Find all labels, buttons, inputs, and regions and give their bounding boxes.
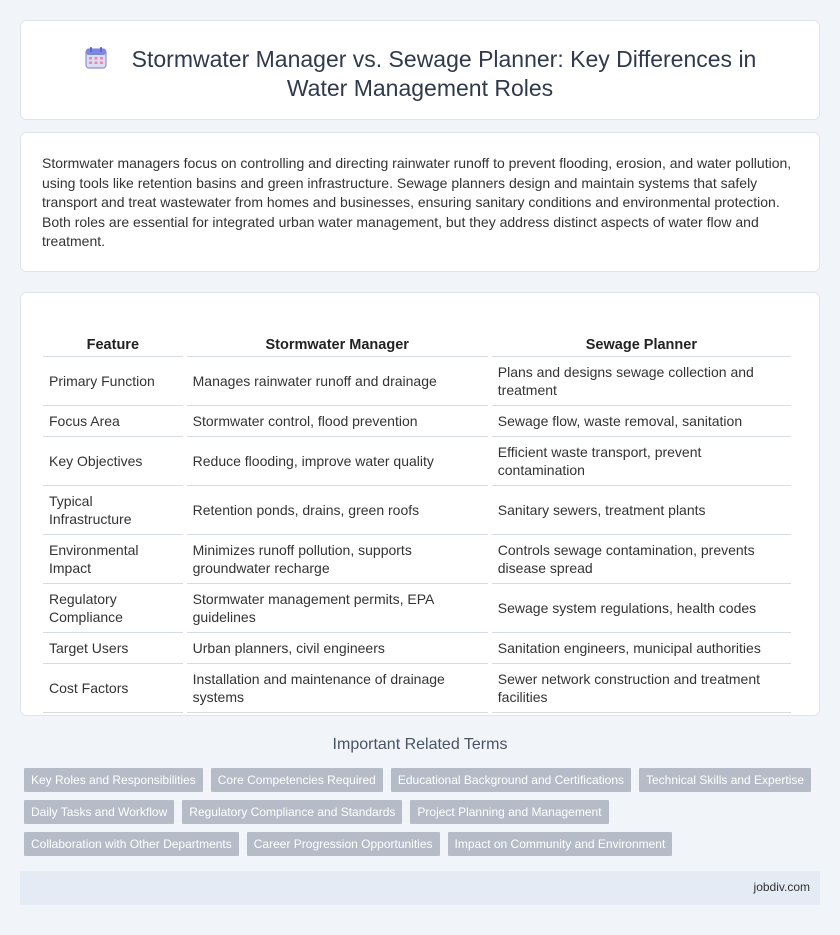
stormwater-cell: Stormwater control, flood prevention bbox=[187, 406, 488, 437]
related-tag[interactable]: Collaboration with Other Departments bbox=[24, 832, 239, 856]
table-row bbox=[43, 406, 791, 437]
feature-cell: Focus Area bbox=[43, 406, 183, 437]
table-row bbox=[43, 535, 791, 584]
sewage-cell: Sewer network construction and treatment facilities bbox=[492, 664, 791, 713]
sewage-cell: Sewage system regulations, health codes bbox=[492, 584, 791, 633]
page-title bbox=[21, 45, 819, 103]
related-tag[interactable]: Impact on Community and Environment bbox=[448, 832, 673, 856]
stormwater-cell: Minimizes runoff pollution, supports groundwater recharge bbox=[187, 535, 488, 584]
header-card bbox=[20, 20, 820, 120]
sewage-cell: Efficient waste transport, prevent contamination bbox=[492, 437, 791, 486]
related-tag[interactable]: Core Competencies Required bbox=[211, 768, 383, 792]
table-header-row bbox=[43, 313, 791, 357]
title-line-2: Water Management Roles bbox=[286, 75, 554, 101]
table-row bbox=[43, 357, 791, 406]
related-terms-title: Important Related Terms bbox=[332, 736, 508, 753]
related-tag[interactable]: Technical Skills and Expertise bbox=[639, 768, 811, 792]
feature-cell: Key Objectives bbox=[43, 437, 183, 486]
footer bbox=[20, 871, 820, 905]
sewage-cell: Controls sewage contamination, prevents disease spread bbox=[492, 535, 791, 584]
sewage-cell: Plans and designs sewage collection and treatment bbox=[492, 357, 791, 406]
related-tag[interactable]: Career Progression Opportunities bbox=[247, 832, 440, 856]
related-tag[interactable]: Educational Background and Certifications bbox=[391, 768, 631, 792]
stormwater-cell: Manages rainwater runoff and drainage bbox=[187, 357, 488, 406]
summary-text: Stormwater managers focus on controlling and directing rainwater runoff to prevent flooding, erosion, and water pollution, using tools like retention basins and green infrastructure. Sewage planners design and maintain systems that safely transport and treat wastewater from homes and businesses, ensuring sanitary conditions and environmental protection. Both roles are essential for integrated urban water management, but they address distinct aspects of water flow and treatment. bbox=[42, 155, 792, 249]
related-tag[interactable]: Regulatory Compliance and Standards bbox=[182, 800, 402, 824]
feature-cell: Environmental Impact bbox=[43, 535, 183, 584]
related-tag[interactable]: Daily Tasks and Workflow bbox=[24, 800, 174, 824]
comparison-table bbox=[39, 313, 795, 713]
header-sewage-planner: Sewage Planner bbox=[492, 313, 791, 357]
sewage-cell: Sewage flow, waste removal, sanitation bbox=[492, 406, 791, 437]
sewage-cell: Sanitary sewers, treatment plants bbox=[492, 486, 791, 535]
header-stormwater-manager: Stormwater Manager bbox=[187, 313, 488, 357]
sewage-cell: Sanitation engineers, municipal authorities bbox=[492, 633, 791, 664]
table-row bbox=[43, 633, 791, 664]
related-tags-row-1 bbox=[24, 768, 819, 792]
related-tag[interactable]: Project Planning and Management bbox=[410, 800, 608, 824]
table-row bbox=[43, 664, 791, 713]
title-line-1: Stormwater Manager vs. Sewage Planner: Key Differences in bbox=[131, 46, 757, 72]
feature-cell: Primary Function bbox=[43, 357, 183, 406]
table-row bbox=[43, 584, 791, 633]
footer-site-link[interactable]: jobdiv.com bbox=[753, 880, 810, 894]
related-tags-row-2 bbox=[24, 800, 617, 824]
stormwater-cell: Urban planners, civil engineers bbox=[187, 633, 488, 664]
table-row bbox=[43, 486, 791, 535]
feature-cell: Typical Infrastructure bbox=[43, 486, 183, 535]
related-tag[interactable]: Key Roles and Responsibilities bbox=[24, 768, 203, 792]
feature-cell: Regulatory Compliance bbox=[43, 584, 183, 633]
comparison-table-card bbox=[20, 292, 820, 716]
calendar-icon bbox=[84, 46, 108, 70]
summary-card bbox=[20, 132, 820, 272]
related-tags-row-3 bbox=[24, 832, 680, 856]
feature-cell: Target Users bbox=[43, 633, 183, 664]
stormwater-cell: Stormwater management permits, EPA guidelines bbox=[187, 584, 488, 633]
stormwater-cell: Retention ponds, drains, green roofs bbox=[187, 486, 488, 535]
feature-cell: Cost Factors bbox=[43, 664, 183, 713]
stormwater-cell: Installation and maintenance of drainage systems bbox=[187, 664, 488, 713]
table-row bbox=[43, 437, 791, 486]
stormwater-cell: Reduce flooding, improve water quality bbox=[187, 437, 488, 486]
header-feature: Feature bbox=[43, 313, 183, 357]
